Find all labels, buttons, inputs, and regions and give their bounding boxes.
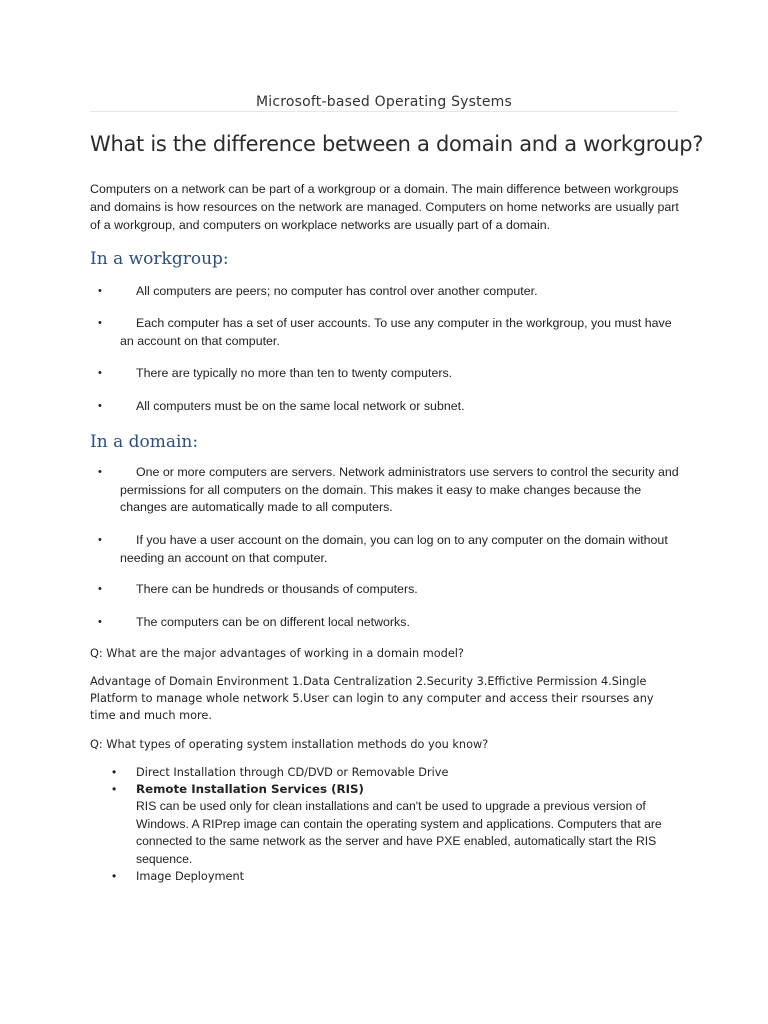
- bullet-icon: •: [98, 616, 102, 628]
- bullet-icon: •: [112, 869, 117, 883]
- domain-item-1: [98, 464, 688, 517]
- install-item-ris-description: RIS can be used only for clean installations and can't be used to upgrade a previous version of Windows. A RIPrep image can contain the operating system and applications. Computers that are connected to the same network as the server and have PXE enabled, automatically start the RIS sequence.: [136, 799, 662, 866]
- workgroup-item-1: [98, 283, 688, 301]
- bullet-icon: •: [98, 400, 102, 412]
- bullet-icon: •: [112, 765, 117, 779]
- question-2: Q: What types of operating system installation methods do you know?: [90, 738, 489, 751]
- list-item-text: All computers are peers; no computer has control over another computer.: [136, 284, 538, 298]
- page-title: What is the difference between a domain and a workgroup?: [90, 132, 704, 156]
- workgroup-item-2: [98, 315, 688, 350]
- install-methods-list: [112, 764, 672, 885]
- list-item-text: There can be hundreds or thousands of computers.: [136, 582, 418, 596]
- install-item-direct: Direct Installation through CD/DVD or Removable Drive: [136, 766, 449, 779]
- bullet-icon: •: [98, 317, 102, 329]
- list-item-text: All computers must be on the same local network or subnet.: [136, 399, 465, 413]
- install-item-ris-title: Remote Installation Services (RIS): [136, 782, 364, 796]
- domain-item-2: [98, 532, 688, 567]
- list-item-text: The computers can be on different local networks.: [136, 615, 410, 629]
- install-item-image: Image Deployment: [136, 870, 245, 883]
- list-item-text: If you have a user account on the domain, you can log on to any computer on the domain without needing an account on that computer.: [120, 533, 668, 565]
- workgroup-item-4: [98, 398, 688, 416]
- answer-1: Advantage of Domain Environment 1.Data Centralization 2.Security 3.Effictive Permission 4.Single Platform to manage whole network 5.User can login to any computer and access their rsourses any time and much more.: [90, 675, 654, 722]
- domain-heading: In a domain:: [90, 432, 199, 452]
- bullet-icon: •: [98, 367, 102, 379]
- bullet-icon: •: [98, 534, 102, 546]
- bullet-icon: •: [112, 782, 117, 796]
- domain-item-3: [98, 581, 688, 599]
- bullet-icon: •: [98, 583, 102, 595]
- list-item-text: There are typically no more than ten to twenty computers.: [136, 366, 453, 380]
- intro-paragraph: Computers on a network can be part of a workgroup or a domain. The main difference between workgroups and domains is how resources on the network are managed. Computers on home networks are usually part of a workgroup, and computers on workplace networks are usually part of a domain.: [90, 182, 679, 232]
- workgroup-heading: In a workgroup:: [90, 249, 229, 269]
- question-1: Q: What are the major advantages of working in a domain model?: [90, 647, 464, 660]
- list-item: [112, 868, 672, 885]
- list-item: [112, 781, 672, 868]
- header-divider: [90, 111, 678, 112]
- bullet-icon: •: [98, 285, 102, 297]
- domain-item-4: [98, 614, 688, 632]
- list-item-text: One or more computers are servers. Network administrators use servers to control the security and permissions for all computers on the domain. This makes it easy to make changes because the changes are automatically made to all computers.: [120, 465, 679, 514]
- bullet-icon: •: [98, 466, 102, 478]
- page-header: Microsoft-based Operating Systems: [255, 94, 513, 110]
- workgroup-item-3: [98, 365, 688, 383]
- list-item: [112, 764, 672, 781]
- list-item-text: Each computer has a set of user accounts. To use any computer in the workgroup, you must have an account on that computer.: [120, 316, 672, 348]
